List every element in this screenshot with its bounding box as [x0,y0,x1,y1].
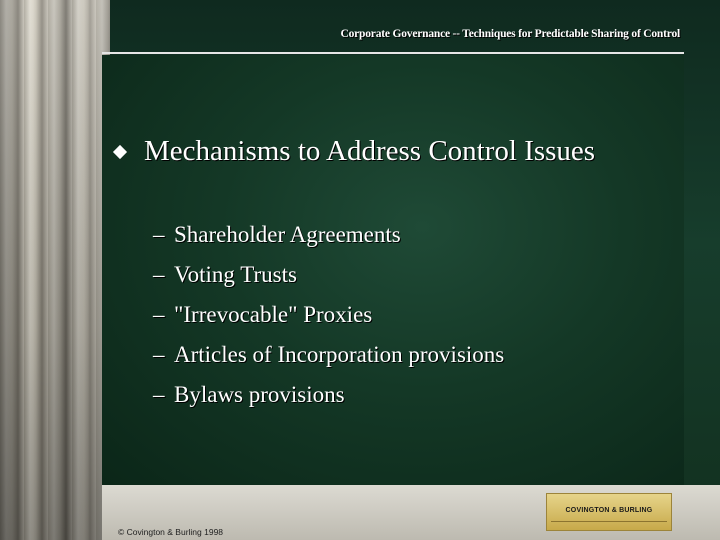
logo-text: COVINGTON & BURLING [565,507,653,514]
dash-marker: – [153,302,165,327]
sub-bullet-item [153,215,504,255]
sub-bullet-item [153,295,504,335]
logo-rule [551,521,667,522]
firm-logo [546,493,672,531]
sub-bullet-text: Articles of Incorporation provisions [174,342,505,367]
title-bar [102,20,684,54]
copyright-notice: © Covington & Burling 1998 [118,527,224,537]
sub-bullet-list [153,215,504,415]
sub-bullet-text: "Irrevocable" Proxies [174,302,373,327]
sub-bullet-text: Shareholder Agreements [174,222,401,247]
dash-marker: – [153,262,165,287]
slide-title: Corporate Governance -- Techniques for Predictable Sharing of Control [340,28,680,40]
sub-bullet-text: Bylaws provisions [174,382,345,407]
dash-marker: – [153,342,165,367]
sub-bullet-item [153,255,504,295]
classical-columns-image [0,0,110,540]
sub-bullet-item [153,335,504,375]
sub-bullet-text: Voting Trusts [174,262,297,287]
bullet-heading: Mechanisms to Address Control Issues [144,135,596,167]
sub-bullet-item [153,375,504,415]
dash-marker: – [153,222,165,247]
dash-marker: – [153,382,165,407]
